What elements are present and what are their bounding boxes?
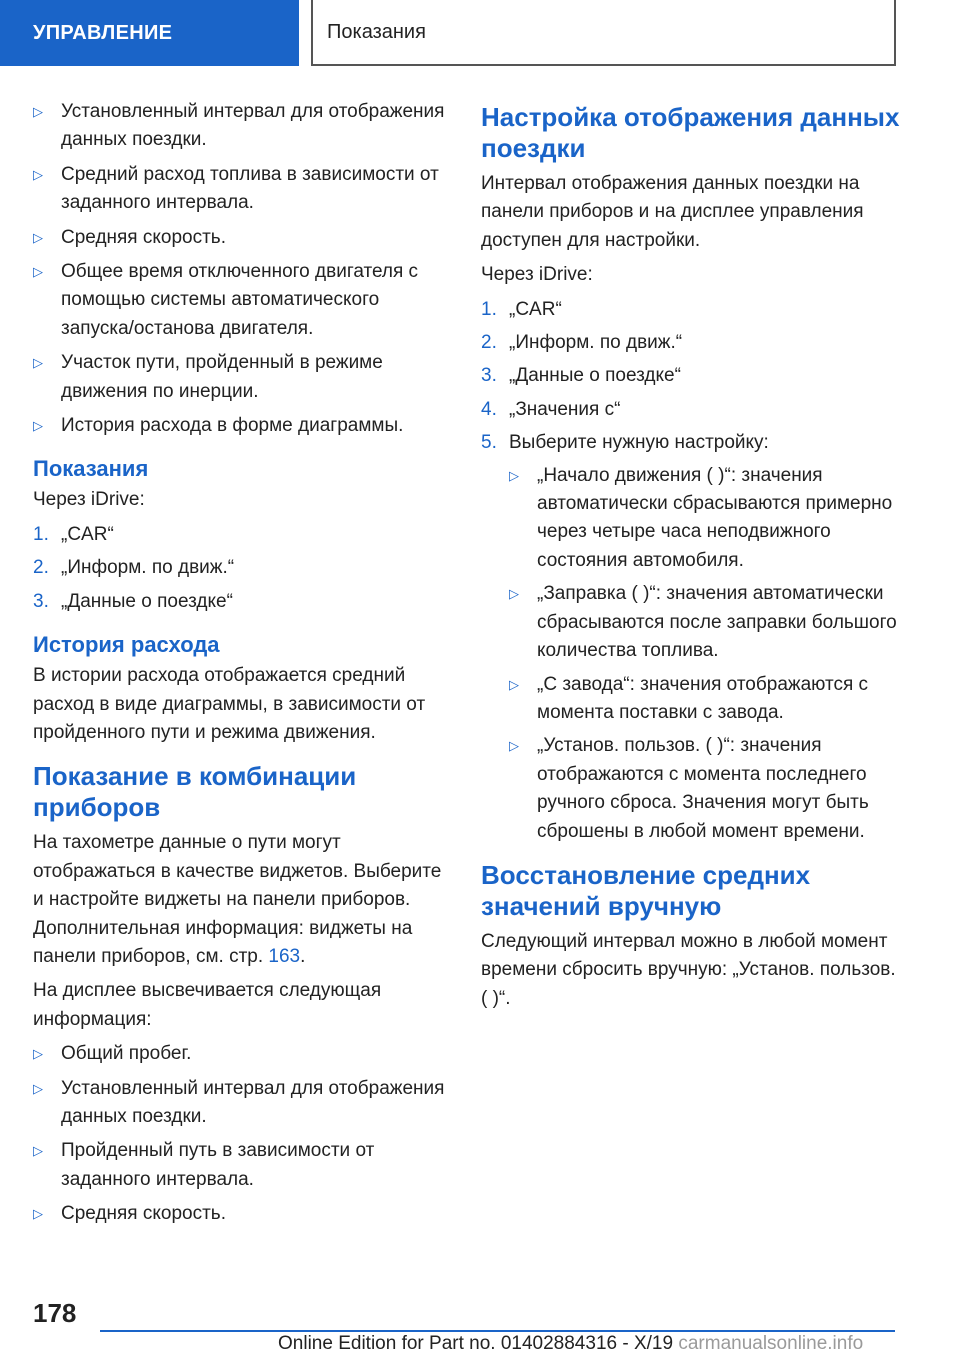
list-item: ▷ Установленный интервал для отображения данных поездки. bbox=[33, 98, 448, 155]
triangle-bullet-icon: ▷ bbox=[33, 418, 43, 434]
footer-edition: Online Edition for Part no. 01402884316 - X/19 carmanualsonline.info bbox=[278, 1333, 864, 1354]
list-item: ▷ Средняя скорость. bbox=[33, 1200, 448, 1228]
list-item: ▷ „Заправка ( )“: значения автоматически сбрасываются после заправки большого количества топлива. bbox=[509, 580, 901, 665]
triangle-bullet-icon: ▷ bbox=[509, 676, 519, 692]
list-item: ▷ Средняя скорость. bbox=[33, 224, 448, 252]
list-item: ▷ Общий пробег. bbox=[33, 1040, 448, 1068]
list-item: 1. „CAR“ bbox=[33, 523, 114, 545]
list-item: 3. „Данные о поездке“ bbox=[481, 365, 681, 387]
list-item: 1. „CAR“ bbox=[481, 298, 562, 320]
section-heading-instrument-cluster: Показание в комбинации приборов bbox=[33, 761, 357, 823]
section-heading-reset: Восстановление средних значений вручную bbox=[481, 859, 811, 921]
section-heading-history: История расхода bbox=[33, 632, 220, 658]
paragraph: На дисплее высвечивается следующая информация: bbox=[33, 980, 382, 1030]
triangle-bullet-icon: ▷ bbox=[33, 1046, 43, 1062]
intro-bullet-list bbox=[33, 98, 448, 440]
triangle-bullet-icon: ▷ bbox=[33, 1143, 43, 1159]
page-link[interactable]: 163 bbox=[268, 945, 301, 967]
list-item: ▷ Пройденный путь в зависимости от заданного интервала. bbox=[33, 1137, 448, 1194]
list-item: ▷ Установленный интервал для отображения данных поездки. bbox=[33, 1075, 448, 1132]
paragraph: На тахометре данные о пути могут отображаться в качестве виджетов. Выберите и настройте виджеты на панели приборов. Дополнительная информация: виджеты на панели приборов, см. стр. 163. bbox=[33, 832, 442, 967]
list-item: 5. Выберите нужную настройку: ▷ „Начало движения ( )“: значения автоматически сбрасываются примерно через четыре часа неподвижного состояния автомобиля. ▷ „Заправка ( )“: значения автоматически сбрасываются после заправки большого количества топлива. ▷ „С завода“: значения отображаются с момента поставки с завода. ▷ „Установ. пользов. ( )“: значения отображаются с момента последнего ручного сброса. Значения могут быть сброшены в любой момент времени. bbox=[481, 429, 901, 846]
list-item: ▷ Участок пути, пройденный в режиме движения по инерции. bbox=[33, 349, 448, 406]
list-item: ▷ Средний расход топлива в зависимости от заданного интервала. bbox=[33, 161, 448, 218]
paragraph: Следующий интервал можно в любой момент времени сбросить вручную: „Установ. пользов. ( )“. bbox=[481, 930, 896, 1009]
paragraph: Через iDrive: bbox=[481, 264, 593, 286]
triangle-bullet-icon: ▷ bbox=[509, 467, 519, 483]
triangle-bullet-icon: ▷ bbox=[33, 1206, 43, 1222]
page-header bbox=[0, 0, 960, 66]
paragraph: Через iDrive: bbox=[33, 489, 145, 511]
list-item: ▷ Общее время отключенного двигателя с помощью системы автоматического запуска/останова двигателя. bbox=[33, 258, 448, 343]
left-column bbox=[33, 98, 448, 1237]
triangle-bullet-icon: ▷ bbox=[33, 1080, 43, 1096]
triangle-bullet-icon: ▷ bbox=[33, 166, 43, 182]
right-column bbox=[481, 98, 901, 1019]
triangle-bullet-icon: ▷ bbox=[509, 738, 519, 754]
page-title: Показания bbox=[311, 0, 896, 66]
triangle-bullet-icon: ▷ bbox=[33, 229, 43, 245]
triangle-bullet-icon: ▷ bbox=[33, 264, 43, 280]
options-list bbox=[509, 462, 901, 846]
section-tab: УПРАВЛЕНИЕ bbox=[0, 0, 299, 66]
footer-divider bbox=[100, 1330, 895, 1332]
display-info-list bbox=[33, 1040, 448, 1228]
triangle-bullet-icon: ▷ bbox=[33, 355, 43, 371]
list-item: 4. „Значения с“ bbox=[481, 398, 621, 420]
section-heading-settings: Настройка отображения данных поездки bbox=[481, 102, 900, 163]
steps-list bbox=[33, 521, 448, 616]
list-item: ▷ „Установ. пользов. ( )“: значения отображаются с момента последнего ручного сброса. Значения могут быть сброшены в любой момент времени. bbox=[509, 732, 901, 846]
paragraph: В истории расхода отображается средний расход в виде диаграммы, в зависимости от пройденного пути и режима движения. bbox=[33, 665, 426, 743]
list-item: 2. „Информ. по движ.“ bbox=[481, 332, 683, 354]
page-number: 178 bbox=[33, 1298, 77, 1328]
triangle-bullet-icon: ▷ bbox=[509, 586, 519, 602]
list-item: ▷ „Начало движения ( )“: значения автоматически сбрасываются примерно через четыре часа неподвижного состояния автомобиля. bbox=[509, 462, 901, 576]
footer-brand: carmanualsonline.info bbox=[678, 1333, 864, 1354]
list-item: 3. „Данные о поездке“ bbox=[33, 590, 233, 612]
list-item: ▷ „С завода“: значения отображаются с момента поставки с завода. bbox=[509, 671, 901, 728]
paragraph: Интервал отображения данных поездки на панели приборов и на дисплее управления доступен для настройки. bbox=[481, 173, 864, 251]
list-item: 2. „Информ. по движ.“ bbox=[33, 557, 235, 579]
section-heading-display: Показания bbox=[33, 456, 149, 482]
triangle-bullet-icon: ▷ bbox=[33, 104, 43, 119]
steps-list bbox=[481, 296, 901, 846]
list-item: ▷ История расхода в форме диаграммы. bbox=[33, 412, 448, 440]
